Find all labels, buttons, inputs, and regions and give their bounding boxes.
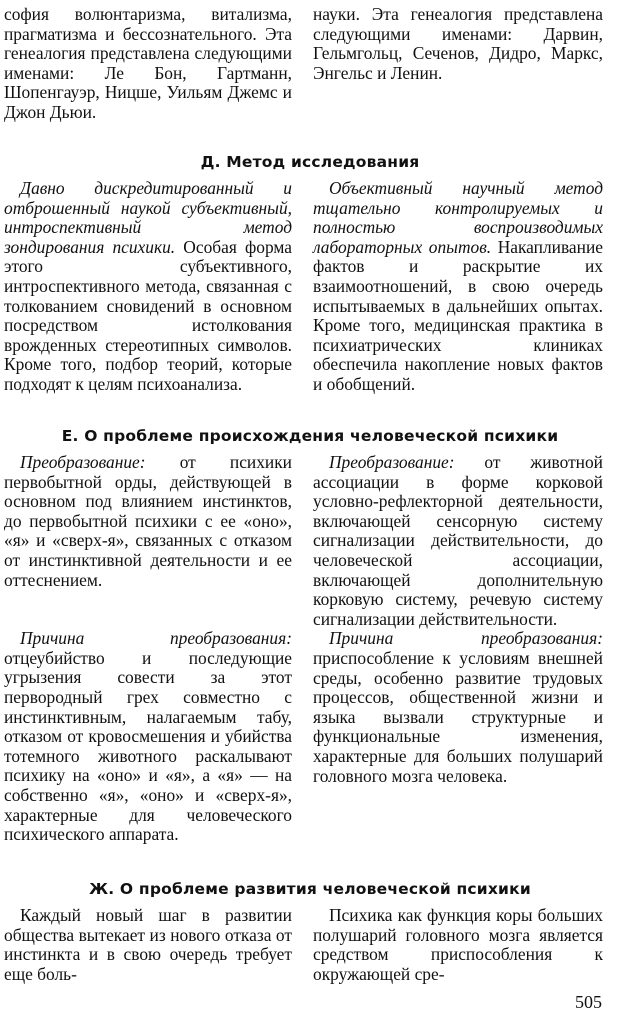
section-e-heading: Е. О проблеме происхождения человеческой психики bbox=[61, 427, 559, 445]
top-right-paragraph: науки. Эта генеалогия представлена следующими именами: Дарвин, Гельмгольц, Сеченов, Дидро, Маркс, Энгельс и Ленин. bbox=[313, 4, 603, 83]
top-left-paragraph: софия волюнтаризма, витализма, прагматизма и бессознательного. Эта генеалогия представлена следующими именами: Ле Бон, Гартманн, Шопенгауэр, Ницше, Уильям Джемс и Джон Дьюи. bbox=[4, 4, 292, 122]
section-zh-heading: Ж. О проблеме развития человеческой психики bbox=[89, 880, 531, 898]
section-e-left-text-2: отцеубийство и последующие угрызения совести за этот первородный грех совместно с инстинктивным, налагаемым табу, отказом от кровосмешения и убийства тотемного животного раскалывают психику на «оно» и «я», а «я» — на собственно «я», «оно» и «сверх-я», характерные для человеческого психического аппарата. bbox=[4, 647, 292, 845]
section-d-right-column bbox=[313, 179, 603, 395]
top-left-column bbox=[4, 5, 292, 123]
top-right-column bbox=[313, 5, 603, 83]
section-e-right-italic-2: Причина преобразования: bbox=[329, 628, 603, 649]
page-number: 505 bbox=[575, 992, 602, 1012]
section-e-right-column bbox=[313, 453, 603, 786]
section-d-right-italic: Объективный научный метод тщательно контролируемых и полностью воспроизводимых лабораторных опытов. bbox=[313, 178, 603, 257]
section-d-right-paragraph bbox=[313, 179, 603, 395]
section-e-right-paragraph-2 bbox=[313, 629, 603, 786]
section-d-left-italic: Давно дискредитированный и отброшенный наукой субъективный, интроспективный метод зондирования психики. bbox=[4, 178, 292, 257]
section-d-right-text: Накапливание фактов и раскрытие их взаимоотношений, в свою очередь испытываемых в дальнейших опытах. Кроме того, медицинская практика в психиатрических клиниках обеспечила накопление новых фактов и обобщений. bbox=[313, 236, 603, 394]
section-e-left-column bbox=[4, 453, 292, 845]
section-e-right-paragraph-1 bbox=[313, 453, 603, 629]
section-d-left-column bbox=[4, 179, 292, 395]
section-zh-left-paragraph: Каждый новый шаг в развитии общества вытекает из нового отказа от инстинкта и в свою очередь требует еще боль- bbox=[4, 905, 292, 984]
section-e-right-text-1: от животной ассоциации в форме корковой условно-рефлекторной деятельности, включающей сенсорную систему сигнализации действительности, до человеческой ассоциации, включающей дополнительную корковую систему, речевую систему сигнализации действительности. bbox=[313, 452, 603, 629]
section-d-heading: Д. Метод исследования bbox=[200, 153, 420, 171]
section-d-left-text: Особая форма этого субъективного, интроспективного метода, связанная с толкованием сновидений в основном посредством истолкования врожденных стереотипных символов. Кроме того, подбор теорий, которые подходят к целям психоанализа. bbox=[4, 236, 292, 394]
section-e-right-italic-1: Преобразование: bbox=[329, 452, 455, 472]
section-e-left-italic-2: Причина преобразования: bbox=[20, 628, 292, 649]
section-e-left-text-1: от психики первобытной орды, действующей в основном под влиянием инстинктов, до первобытной психики с ее «оно», «я» и «сверх-я», связанных с отказом от инстинктивной деятельности и ее оттеснением. bbox=[4, 452, 292, 590]
section-e-left-paragraph-2 bbox=[4, 629, 292, 845]
section-zh-right-column bbox=[313, 906, 603, 984]
section-d-left-paragraph bbox=[4, 179, 292, 395]
section-e-left-paragraph-1 bbox=[4, 453, 292, 590]
section-zh-left-column bbox=[4, 906, 292, 984]
section-e-right-text-2: приспособление к условиям внешней среды, особенно развитие трудовых процессов, общественной жизни и языка вызвали структурные и функциональные изменения, характерные для больших полушарий головного мозга человека. bbox=[313, 647, 603, 786]
section-e-left-italic-1: Преобразование: bbox=[20, 452, 146, 472]
section-zh-right-paragraph: Психика как функция коры больших полушарий головного мозга является средством приспособления к окружающей сре- bbox=[313, 905, 603, 984]
